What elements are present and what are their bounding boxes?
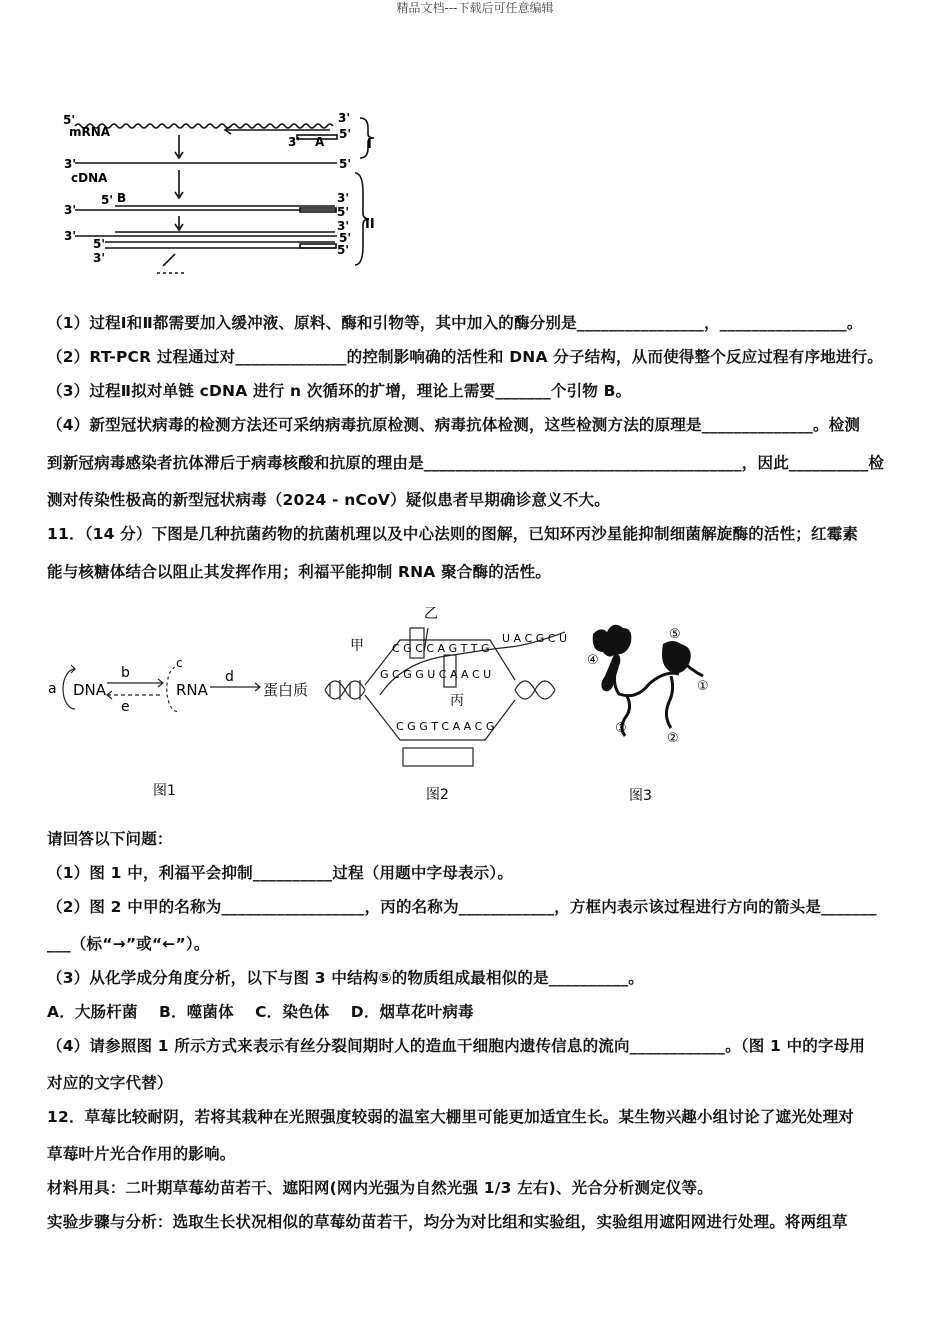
q10-line-1: （1）过程Ⅰ和Ⅱ都需要加入缓冲液、原料、酶和引物等，其中加入的酶分别是________________，________________。 bbox=[47, 314, 863, 332]
fig2-right-sequence: U A C G C U bbox=[502, 632, 567, 645]
stage-1-label: I bbox=[367, 137, 372, 152]
mrna-5prime: 5' bbox=[63, 113, 76, 127]
fig3-num-1: ① bbox=[697, 679, 709, 694]
q12-line-2: 草莓叶片光合作用的影响。 bbox=[47, 1145, 236, 1163]
fig1-caption: 图1 bbox=[153, 783, 176, 799]
q10-line-5: 到新冠病毒感染者抗体滞后于病毒核酸和抗原的理由是________________________________________，因此__________检 bbox=[47, 454, 885, 472]
q11-line-5: （3）从化学成分角度分析，以下与图 3 中结构⑤的物质组成最相似的是__________。 bbox=[47, 969, 644, 987]
fig3-num-2: ② bbox=[667, 731, 679, 746]
strand-3prime-d: 3' bbox=[337, 219, 350, 233]
strand-5prime-b: 5' bbox=[337, 205, 350, 219]
rt-pcr-diagram bbox=[45, 108, 385, 283]
fig1-rna: RNA bbox=[176, 681, 208, 699]
q11-intro-2: 能与核糖体结合以阻止其发挥作用；利福平能抑制 RNA 聚合酶的活性。 bbox=[47, 563, 551, 581]
q10-line-4: （4）新型冠状病毒的检测方法还可采纳病毒抗原检测、病毒抗体检测，这些检测方法的原理是______________。检测 bbox=[47, 416, 861, 434]
fig3-num-5: ⑤ bbox=[669, 627, 681, 642]
figure-3-ribosome bbox=[585, 612, 725, 812]
fig2-yi-label: 乙 bbox=[424, 606, 438, 622]
strand-3prime-a: 3' bbox=[64, 203, 77, 217]
fig2-bing-label: 丙 bbox=[450, 693, 464, 709]
figure-1-central-dogma bbox=[45, 655, 315, 805]
fig2-mid-sequence: G C G G U C A A C U bbox=[380, 668, 492, 681]
figure-2-transcription bbox=[320, 600, 570, 810]
fig1-label-b: b bbox=[121, 665, 130, 681]
q10-line-2: （2）RT-PCR 过程通过对______________的控制影响确的活性和 DNA 分子结构，从而使得整个反应过程有序地进行。 bbox=[47, 348, 883, 366]
q11-line-1: 请回答以下问题： bbox=[47, 830, 173, 848]
q11-line-2: （1）图 1 中，利福平会抑制__________过程（用题中字母表示）。 bbox=[47, 864, 514, 882]
fig2-caption: 图2 bbox=[426, 787, 449, 803]
cdna-3prime: 3' bbox=[64, 157, 77, 171]
q10-line-3: （3）过程Ⅱ拟对单链 cDNA 进行 n 次循环的扩增，理论上需要_______个引物 B。 bbox=[47, 382, 632, 400]
fig1-dna: DNA bbox=[73, 681, 107, 699]
strand-3prime-c: 3' bbox=[64, 229, 77, 243]
primer-a-5prime: 5' bbox=[339, 127, 352, 141]
q10-line-6: 测对传染性极高的新型冠状病毒（2024 - nCoV）疑似患者早期确诊意义不大。 bbox=[47, 491, 610, 509]
q11-line-7: （4）请参照图 1 所示方式来表示有丝分裂间期时人的造血干细胞内遗传信息的流向____________。（图 1 中的字母用 bbox=[47, 1037, 866, 1055]
strand-5prime-e: 5' bbox=[93, 237, 106, 251]
primer-b-label: B bbox=[117, 191, 127, 205]
strand-5prime-d: 5' bbox=[339, 231, 352, 245]
fig2-jia-label: 甲 bbox=[350, 638, 364, 654]
primer-b-5prime: 5' bbox=[101, 193, 114, 207]
q11-line-8: 对应的文字代替） bbox=[47, 1074, 173, 1092]
strand-3prime-b: 3' bbox=[337, 191, 350, 205]
fig1-label-d: d bbox=[225, 669, 234, 685]
primer-a-3prime: 3' bbox=[288, 135, 301, 149]
fig3-num-4: ④ bbox=[587, 653, 599, 668]
q11-intro-1: 11．（14 分）下图是几种抗菌药物的抗菌机理以及中心法则的图解，已知环丙沙星能抑制细菌解旋酶的活性；红霉素 bbox=[47, 525, 859, 543]
fig1-label-e: e bbox=[121, 699, 130, 715]
q12-line-3: 材料用具：二叶期草莓幼苗若干、遮阳网(网内光强为自然光强 1/3 左右)、光合分析测定仪等。 bbox=[47, 1179, 713, 1197]
page-header: 精品文档---下载后可任意编辑 bbox=[396, 1, 554, 15]
q11-line-4: ___（标“→”或“←”）。 bbox=[47, 935, 210, 953]
cdna-5prime: 5' bbox=[339, 157, 352, 171]
q11-line-3: （2）图 2 中甲的名称为__________________，丙的名称为____________，方框内表示该过程进行方向的箭头是_______ bbox=[47, 898, 877, 916]
fig1-label-c: c bbox=[176, 656, 183, 670]
primer-a-label: A bbox=[315, 135, 325, 149]
q12-line-1: 12．草莓比较耐阴，若将其栽种在光照强度较弱的温室大棚里可能更加适宜生长。某生物兴趣小组讨论了遮光处理对 bbox=[47, 1108, 854, 1126]
mrna-3prime: 3' bbox=[338, 111, 351, 125]
fig3-num-3: ③ bbox=[615, 721, 627, 736]
q11-options: A．大肠杆菌 B．噬菌体 C．染色体 D．烟草花叶病毒 bbox=[47, 1003, 474, 1021]
strand-5prime-f: 5' bbox=[337, 243, 350, 257]
fig2-bottom-sequence: C G G T C A A C G bbox=[396, 720, 495, 733]
fig1-label-a: a bbox=[48, 681, 57, 697]
strand-3prime-e: 3' bbox=[93, 251, 106, 265]
q12-line-4: 实验步骤与分析：选取生长状况相似的草莓幼苗若干，均分为对比组和实验组，实验组用遮阳网进行处理。将两组草 bbox=[47, 1213, 848, 1231]
cdna-label: cDNA bbox=[71, 171, 108, 185]
stage-2-label: II bbox=[365, 217, 375, 232]
fig2-top-sequence: C G C C A G T T G bbox=[392, 642, 490, 655]
mrna-label: mRNA bbox=[69, 125, 111, 139]
fig3-caption: 图3 bbox=[629, 788, 652, 804]
fig1-protein: 蛋白质 bbox=[263, 681, 309, 699]
